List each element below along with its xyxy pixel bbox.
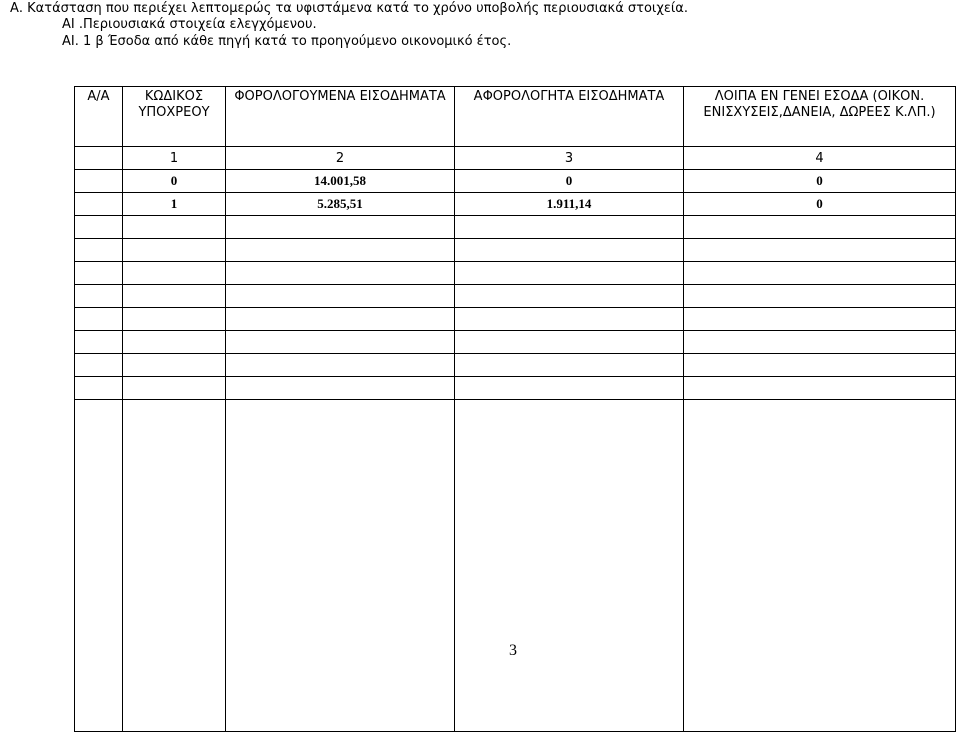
table-cell	[75, 170, 123, 193]
table-cell: 0	[123, 170, 226, 193]
subsection-title: ΑΙ .Περιουσιακά στοιχεία ελεγχόμενου.	[62, 17, 317, 32]
column-header-code: ΚΩΔΙΚΟΣ ΥΠΟΧΡΕΟΥ	[123, 87, 226, 147]
table-cell: 1	[123, 193, 226, 216]
empty-row	[75, 331, 956, 354]
column-number: 1	[123, 147, 226, 170]
empty-row	[75, 262, 956, 285]
table-cell: 0	[455, 170, 684, 193]
column-number: 2	[226, 147, 455, 170]
column-number: 3	[455, 147, 684, 170]
column-number: 4	[684, 147, 956, 170]
table-cell: 1.911,14	[455, 193, 684, 216]
table-row	[75, 193, 956, 216]
subsection-detail: ΑΙ. 1 β Έσοδα από κάθε πηγή κατά το προηγούμενο οικονομικό έτος.	[62, 34, 512, 49]
empty-row	[75, 308, 956, 331]
empty-row	[75, 285, 956, 308]
empty-row	[75, 377, 956, 400]
table-cell: 14.001,58	[226, 170, 455, 193]
table-cell	[75, 193, 123, 216]
page-number: 3	[509, 642, 517, 659]
column-header-taxable: ΦΟΡΟΛΟΓΟΥΜΕΝΑ ΕΙΣΟΔΗΜΑΤΑ	[226, 87, 455, 147]
table-header-row	[75, 87, 956, 147]
table-cell: 5.285,51	[226, 193, 455, 216]
income-table	[74, 86, 956, 732]
column-header-other-income: ΛΟΙΠΑ ΕΝ ΓΕΝΕΙ ΕΣΟΔΑ (ΟΙΚΟΝ. ΕΝΙΣΧΥΣΕΙΣ,ΔΑΝΕΙΑ, ΔΩΡΕΕΣ Κ.ΛΠ.)	[684, 87, 956, 147]
table-row	[75, 170, 956, 193]
empty-row	[75, 354, 956, 377]
table-cell	[75, 147, 123, 170]
table-cell: 0	[684, 170, 956, 193]
empty-row	[75, 239, 956, 262]
column-number-row	[75, 147, 956, 170]
empty-row	[75, 400, 956, 732]
table-cell: 0	[684, 193, 956, 216]
empty-row	[75, 216, 956, 239]
column-header-aa: Α/Α	[75, 87, 123, 147]
column-header-non-taxable: ΑΦΟΡΟΛΟΓΗΤΑ ΕΙΣΟΔΗΜΑΤΑ	[455, 87, 684, 147]
section-title: Α. Κατάσταση που περιέχει λεπτομερώς τα υφιστάμενα κατά το χρόνο υποβολής περιουσιακά στοιχεία.	[10, 1, 688, 16]
